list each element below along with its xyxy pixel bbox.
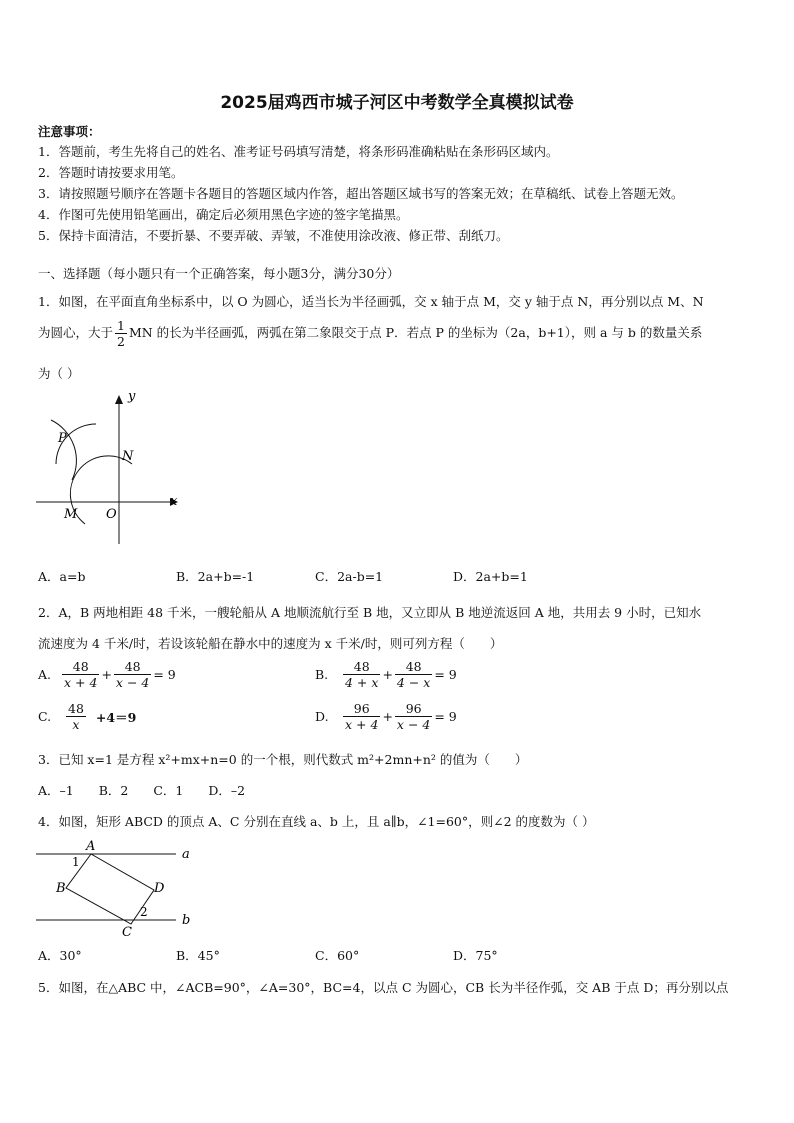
label-angle-2: 2 — [140, 905, 148, 919]
label-B: B — [56, 881, 66, 896]
label-b: b — [182, 913, 191, 928]
q4-option-a: A．30° — [38, 948, 82, 963]
q2-b-plus: + — [382, 667, 393, 682]
label-m: M — [64, 507, 78, 522]
q2-b-frac2 — [395, 659, 432, 690]
q1-line3: 为（ ） — [38, 366, 80, 381]
q2-d-den2: x − 4 — [396, 717, 431, 732]
notice-item: 5．保持卡面清洁，不要折暴、不要弄破、弄皱，不准使用涂改液、修正带、刮纸刀。 — [38, 228, 509, 243]
q2-b-num2: 48 — [395, 659, 432, 675]
q2-b-den2: 4 − x — [396, 675, 431, 690]
q3-line1: 3．已知 x=1 是方程 x²+mx+n=0 的一个根，则代数式 m²+2mn+n² 的值为（ ） — [38, 752, 528, 767]
q4-figure — [36, 838, 200, 938]
label-p: P — [58, 431, 67, 446]
q2-a-den2: x − 4 — [115, 675, 150, 690]
y-axis-arrow — [115, 395, 123, 404]
notice-item: 4．作图可先使用铅笔画出，确定后必须用黑色字迹的签字笔描黑。 — [38, 207, 409, 222]
q1-fraction — [115, 318, 127, 349]
label-C: C — [122, 925, 132, 938]
q2-b-rhs: = 9 — [434, 667, 457, 682]
q1-frac-den: 2 — [117, 334, 125, 349]
q4-option-b: B．45° — [176, 948, 220, 963]
q1-figure — [36, 392, 186, 548]
q2-a-plus: + — [101, 667, 112, 682]
q2-d-label: D. — [315, 709, 329, 724]
label-D: D — [154, 881, 165, 896]
q2-c-den1: x — [72, 717, 80, 732]
q2-b-den1: 4 + x — [345, 675, 379, 690]
q4-line1: 4．如图，矩形 ABCD 的顶点 A、C 分别在直线 a、b 上，且 a∥b，∠1=60°，则∠2 的度数为（ ） — [38, 814, 595, 829]
q2-option-a — [38, 659, 176, 690]
q1-option-c: C．2a-b=1 — [315, 569, 384, 584]
notice-item: 2．答题时请按要求用笔。 — [38, 165, 184, 180]
label-n: N — [122, 449, 134, 464]
q1-option-d: D．2a+b=1 — [453, 569, 528, 584]
q2-line1: 2．A，B 两地相距 48 千米，一艘轮船从 A 地顺流航行至 B 地，又立即从 B 地逆流返回 A 地，共用去 9 小时，已知水 — [38, 605, 702, 620]
q4-option-d: D．75° — [453, 948, 498, 963]
arc-center-o — [70, 456, 132, 524]
q2-c-rest: +4＝9 — [95, 709, 137, 725]
q5-line1: 5．如图，在△ABC 中，∠ACB=90°，∠A=30°，BC=4，以点 C 为圆心，CB 长为半径作弧，交 AB 于点 D；再分别以点 — [38, 980, 729, 995]
notice-item: 1．答题前，考生先将自己的姓名、准考证号码填写清楚，将条形码准确粘贴在条形码区域内。 — [38, 144, 559, 159]
q2-d-plus: + — [382, 709, 393, 724]
q2-d-num1: 96 — [343, 701, 380, 717]
label-y: y — [128, 392, 136, 404]
notice-item: 3．请按照题号顺序在答题卡各题目的答题区域内作答，超出答题区域书写的答案无效；在草稿纸、试卷上答题无效。 — [38, 186, 684, 201]
label-o: O — [106, 507, 117, 522]
q2-a-rhs: = 9 — [153, 667, 176, 682]
q1-line2 — [38, 318, 702, 349]
section-heading: 一、选择题（每小题只有一个正确答案，每小题3分，满分30分） — [38, 266, 400, 281]
notice-heading: 注意事项： — [38, 124, 101, 139]
q1-option-a: A．a=b — [38, 569, 86, 584]
page-title: 2025届鸡西市城子河区中考数学全真模拟试卷 — [220, 93, 574, 113]
q2-d-frac1 — [343, 701, 380, 732]
label-angle-1: 1 — [72, 855, 80, 869]
q2-a-frac2 — [114, 659, 151, 690]
q2-option-b — [315, 659, 457, 690]
q2-a-num2: 48 — [114, 659, 151, 675]
q2-d-num2: 96 — [395, 701, 432, 717]
q4-option-c: C．60° — [315, 948, 360, 963]
q2-d-rhs: = 9 — [434, 709, 457, 724]
arc-from-m — [51, 420, 76, 480]
label-A: A — [86, 839, 96, 854]
q2-c-label: C. — [38, 709, 52, 724]
q2-a-num1: 48 — [62, 659, 99, 675]
q2-c-num1: 48 — [68, 701, 84, 716]
q2-d-den1: x + 4 — [345, 717, 379, 732]
q2-a-label: A. — [38, 667, 52, 682]
label-x: x — [170, 494, 178, 509]
q2-a-frac1 — [62, 659, 99, 690]
q2-a-den1: x + 4 — [64, 675, 98, 690]
q2-b-label: B. — [315, 667, 329, 682]
q2-b-num1: 48 — [343, 659, 380, 675]
q2-b-frac1 — [343, 659, 380, 690]
q1-option-b: B．2a+b=-1 — [176, 569, 255, 584]
q2-option-d — [315, 701, 457, 732]
label-a: a — [182, 847, 190, 862]
q1-line1: 1．如图，在平面直角坐标系中，以 O 为圆心，适当长为半径画弧，交 x 轴于点 M，交 y 轴于点 N，再分别以点 M、N — [38, 294, 704, 309]
q1-line2-a: 为圆心，大于 — [38, 325, 114, 340]
q2-option-c — [38, 701, 136, 732]
q2-line2: 流速度为 4 千米/时，若设该轮船在静水中的速度为 x 千米/时，则可列方程（ ） — [38, 636, 503, 651]
q2-d-frac2 — [395, 701, 432, 732]
q1-line2-b: MN 的长为半径画弧，两弧在第二象限交于点 P．若点 P 的坐标为（2a，b+1），则 a 与 b 的数量关系 — [128, 325, 703, 340]
q3-options: A．–1 B．2 C．1 D．–2 — [38, 783, 246, 798]
q1-frac-num: 1 — [117, 318, 125, 333]
q2-c-frac1 — [66, 701, 86, 732]
